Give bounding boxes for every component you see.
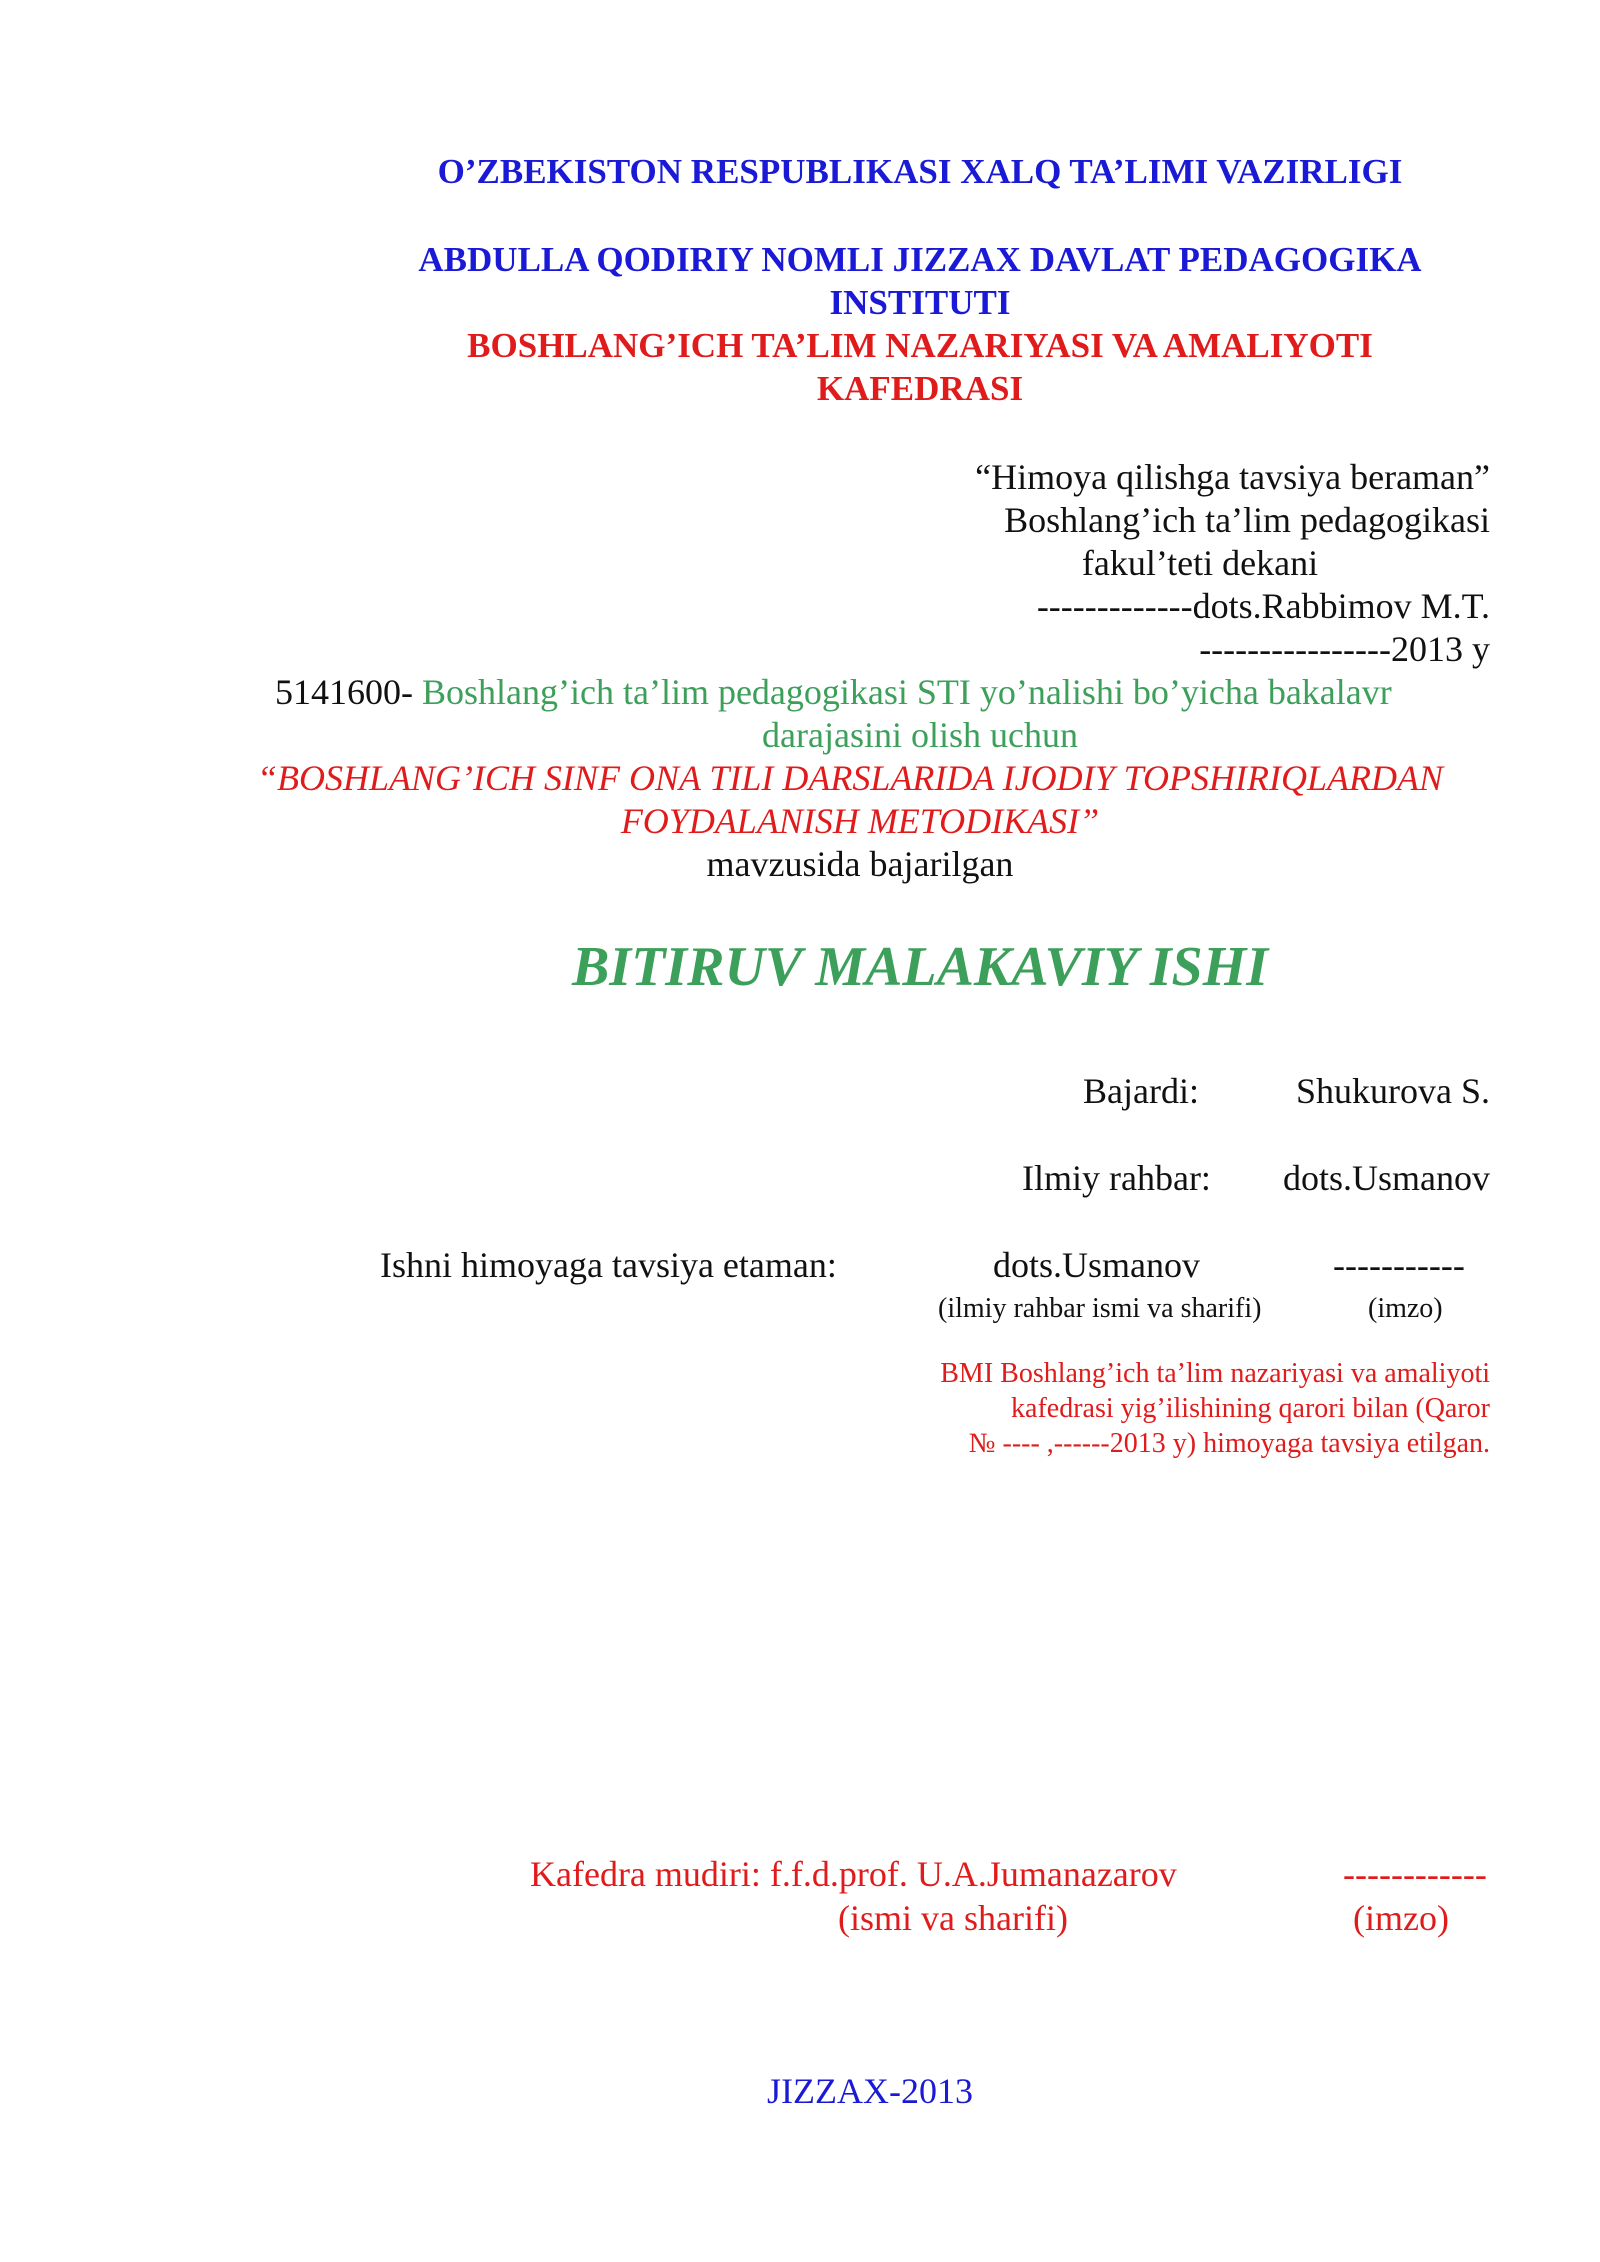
specialty-text: Boshlang’ich ta’lim pedagogikasi STI yo’nalishi bo’yicha bakalavr xyxy=(422,672,1392,712)
decision-line2: kafedrasi yig’ilishining qarori bilan (Qaror xyxy=(1011,1393,1490,1424)
approval-line1: “Himoya qilishga tavsiya beraman” xyxy=(975,457,1490,497)
recommend-label: Ishni himoyaga tavsiya etaman: xyxy=(380,1245,837,1285)
decision-line1: BMI Boshlang’ich ta’lim nazariyasi va amaliyoti xyxy=(940,1358,1490,1389)
department-title-line2: KAFEDRASI xyxy=(816,369,1024,408)
topic-line2: FOYDALANISH METODIKASI” xyxy=(620,801,1100,841)
approval-line5: ----------------2013 y xyxy=(1199,629,1490,669)
specialty-line1 xyxy=(275,671,1392,714)
institute-title-line2: INSTITUTI xyxy=(829,283,1011,322)
head-name-caption: (ismi va sharifi) xyxy=(838,1898,1068,1938)
topic-line3: mavzusida bajarilgan xyxy=(706,844,1014,884)
head-of-department-label: Kafedra mudiri: f.f.d.prof. U.A.Jumanazarov xyxy=(530,1854,1177,1894)
specialty-code: 5141600- xyxy=(275,672,413,712)
recommend-name-caption: (ilmiy rahbar ismi va sharifi) xyxy=(938,1293,1262,1324)
institute-title-line1: ABDULLA QODIRIY NOMLI JIZZAX DAVLAT PEDAGOGIKA xyxy=(418,240,1422,279)
supervisor-label: Ilmiy rahbar: xyxy=(1022,1158,1211,1198)
recommend-signature-line: ----------- xyxy=(1333,1245,1465,1285)
author-name: Shukurova S. xyxy=(1295,1071,1490,1111)
work-title: BITIRUV MALAKAVIY ISHI xyxy=(571,936,1269,998)
approval-line3: fakul’teti dekani xyxy=(1081,543,1319,583)
approval-line2: Boshlang’ich ta’lim pedagogikasi xyxy=(1004,500,1490,540)
head-sign-caption: (imzo) xyxy=(1353,1898,1449,1938)
recommend-name: dots.Usmanov xyxy=(993,1245,1200,1285)
topic-line1: “BOSHLANG’ICH SINF ONA TILI DARSLARIDA IJODIY TOPSHIRIQLARDAN xyxy=(257,758,1443,798)
recommend-sign-caption: (imzo) xyxy=(1368,1293,1443,1324)
approval-line4: -------------dots.Rabbimov M.T. xyxy=(1036,586,1490,626)
city-year-footer: JIZZAX-2013 xyxy=(767,2071,973,2111)
ministry-title: O’ZBEKISTON RESPUBLIKASI XALQ TA’LIMI VAZIRLIGI xyxy=(437,152,1403,191)
supervisor-name: dots.Usmanov xyxy=(1283,1158,1490,1198)
author-label: Bajardi: xyxy=(1083,1071,1199,1111)
head-signature-line: ------------ xyxy=(1343,1854,1487,1894)
department-title-line1: BOSHLANG’ICH TA’LIM NAZARIYASI VA AMALIYOTI xyxy=(467,326,1373,365)
decision-line3: № ---- ,------2013 y) himoyaga tavsiya etilgan. xyxy=(968,1428,1490,1459)
specialty-line2: darajasini olish uchun xyxy=(762,715,1078,755)
